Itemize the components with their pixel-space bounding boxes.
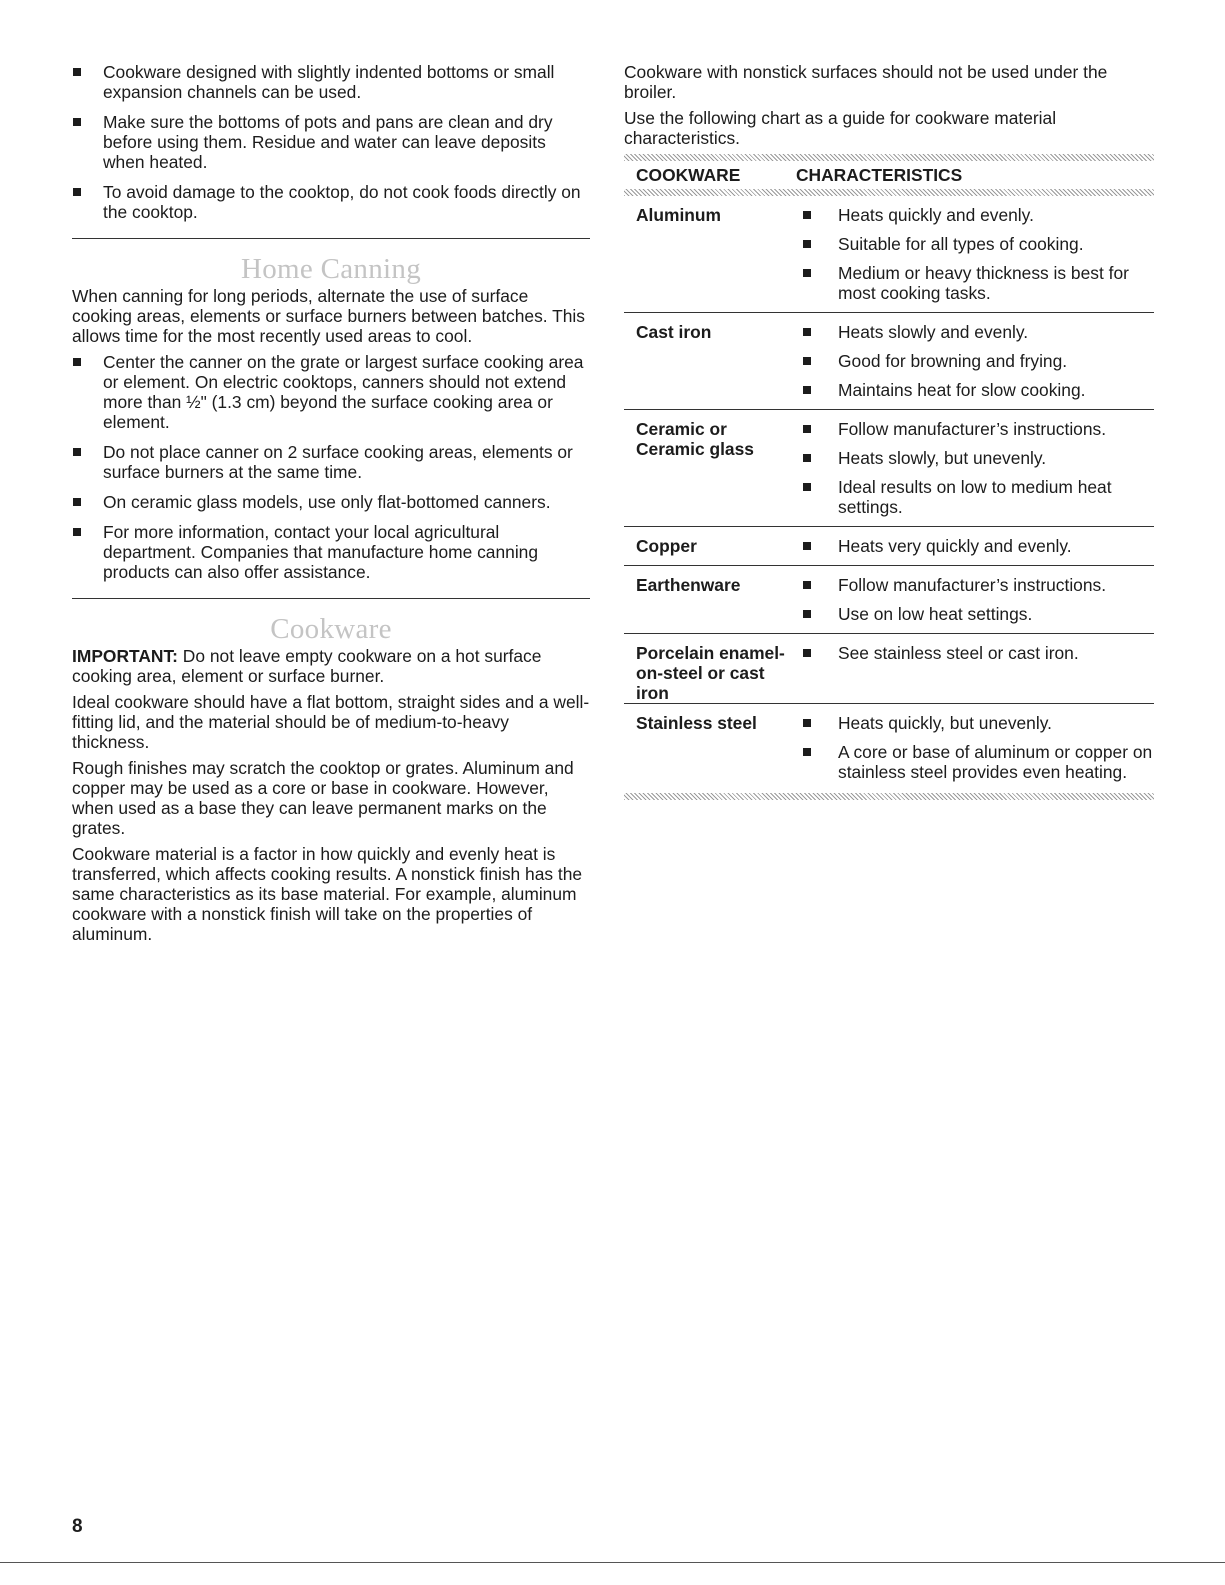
list-item: Heats quickly and evenly. <box>796 205 1154 225</box>
characteristics-cell <box>796 313 1154 410</box>
important-label: IMPORTANT: <box>72 646 178 666</box>
table-row <box>624 527 1154 566</box>
material-cell: Porcelain enamel-on-steel or cast iron <box>624 634 796 704</box>
list-item: Medium or heavy thickness is best for most cooking tasks. <box>796 263 1154 303</box>
square-bullet-icon <box>803 454 811 462</box>
home-canning-heading: Home Canning <box>241 253 421 285</box>
page-number: 8 <box>72 1516 83 1537</box>
cookware-table <box>624 161 1154 791</box>
material-cell: Earthenware <box>624 566 796 634</box>
characteristics-column-header: CHARACTERISTICS <box>796 165 963 185</box>
characteristics-cell <box>796 566 1154 634</box>
square-bullet-icon <box>803 386 811 394</box>
material-cell: Stainless steel <box>636 713 757 733</box>
table-top-hatch <box>624 154 1154 161</box>
important-text: Do not leave empty cookware on a hot surface cooking area, element or surface burner. <box>72 646 542 686</box>
list-item: See stainless steel or cast iron. <box>796 643 1154 663</box>
list-item: Good for browning and frying. <box>796 351 1154 371</box>
cookware-heading: Cookware <box>270 613 392 645</box>
table-row <box>624 410 1154 527</box>
square-bullet-icon <box>73 448 81 456</box>
cookware-column-header: COOKWARE <box>636 165 741 185</box>
characteristics-list <box>796 713 1154 782</box>
material-cell: Copper <box>624 527 796 566</box>
cookware-paragraph: Ideal cookware should have a flat bottom, straight sides and a well-fitting lid, and the material should be of medium-to-heavy thickness. <box>72 692 590 752</box>
list-item: Heats slowly and evenly. <box>796 322 1154 342</box>
square-bullet-icon <box>73 358 81 366</box>
home-canning-list <box>72 352 590 582</box>
square-bullet-icon <box>803 610 811 618</box>
square-bullet-icon <box>803 240 811 248</box>
list-item: Heats slowly, but unevenly. <box>796 448 1154 468</box>
table-row <box>624 566 1154 634</box>
important-note <box>72 646 590 686</box>
table-body <box>624 196 1154 791</box>
square-bullet-icon <box>73 68 81 76</box>
square-bullet-icon <box>803 542 811 550</box>
table-row <box>624 634 1154 704</box>
list-item: Follow manufacturer’s instructions. <box>796 419 1154 439</box>
characteristics-list <box>796 205 1154 303</box>
material-cell: Aluminum <box>624 196 796 313</box>
table-row <box>624 196 1154 313</box>
characteristics-cell <box>796 410 1154 527</box>
list-item: Use on low heat settings. <box>796 604 1154 624</box>
cookware-paragraph: Cookware material is a factor in how quickly and evenly heat is transferred, which affects cooking results. A nonstick finish has the same characteristics as its base material. For example, aluminum cookware with a nonstick finish will take on the properties of aluminum. <box>72 844 583 944</box>
page-bottom-rule <box>0 1562 1225 1563</box>
left-column <box>72 62 590 950</box>
characteristics-cell <box>796 196 1154 313</box>
square-bullet-icon <box>803 357 811 365</box>
material-cell: Cast iron <box>624 313 796 410</box>
section-divider <box>72 238 590 239</box>
square-bullet-icon <box>803 581 811 589</box>
characteristics-list <box>796 322 1154 400</box>
square-bullet-icon <box>73 528 81 536</box>
list-item: Make sure the bottoms of pots and pans are clean and dry before using them. Residue and water can leave deposits when heated. <box>72 112 590 172</box>
square-bullet-icon <box>73 498 81 506</box>
nonstick-paragraph: Cookware with nonstick surfaces should not be used under the broiler. <box>624 62 1108 102</box>
list-item: Heats quickly, but unevenly. <box>796 713 1154 733</box>
list-item: Cookware designed with slightly indented bottoms or small expansion channels can be used. <box>72 62 590 102</box>
right-column <box>624 62 1154 800</box>
square-bullet-icon <box>73 188 81 196</box>
list-item: Ideal results on low to medium heat settings. <box>796 477 1154 517</box>
characteristics-list <box>796 536 1154 556</box>
list-item: A core or base of aluminum or copper on stainless steel provides even heating. <box>796 742 1154 782</box>
chart-intro-paragraph: Use the following chart as a guide for cookware material characteristics. <box>624 108 1057 148</box>
square-bullet-icon <box>803 425 811 433</box>
characteristics-list <box>796 575 1154 624</box>
characteristics-cell <box>796 634 1154 704</box>
cookware-paragraph: Rough finishes may scratch the cooktop or grates. Aluminum and copper may be used as a core or base in cookware. However, when used as a base they can leave permanent marks on the grates. <box>72 758 574 838</box>
material-cell: Ceramic or Ceramic glass <box>624 410 796 527</box>
list-item: To avoid damage to the cooktop, do not cook foods directly on the cooktop. <box>72 182 590 222</box>
square-bullet-icon <box>73 118 81 126</box>
list-item: Suitable for all types of cooking. <box>796 234 1154 254</box>
list-item: On ceramic glass models, use only flat-bottomed canners. <box>72 492 590 512</box>
table-row <box>624 313 1154 410</box>
list-item: Do not place canner on 2 surface cooking areas, elements or surface burners at the same time. <box>72 442 590 482</box>
characteristics-list <box>796 643 1154 663</box>
list-item: Maintains heat for slow cooking. <box>796 380 1154 400</box>
table-bottom-hatch <box>624 793 1154 800</box>
characteristics-cell <box>796 527 1154 566</box>
square-bullet-icon <box>803 719 811 727</box>
characteristics-cell <box>796 704 1154 792</box>
square-bullet-icon <box>803 269 811 277</box>
list-item: Heats very quickly and evenly. <box>796 536 1154 556</box>
list-item: For more information, contact your local agricultural department. Companies that manufacture home canning products can also offer assistance. <box>72 522 590 582</box>
home-canning-intro: When canning for long periods, alternate the use of surface cooking areas, elements or surface burners between batches. This allows time for the most recently used areas to cool. <box>72 286 585 346</box>
header-hatch <box>624 189 1154 196</box>
square-bullet-icon <box>803 211 811 219</box>
square-bullet-icon <box>803 748 811 756</box>
list-item: Center the canner on the grate or largest surface cooking area or element. On electric cooktops, canners should not extend more than ½" (1.3 cm) beyond the surface cooking area or element. <box>72 352 590 432</box>
table-header-row <box>624 161 1154 189</box>
list-item: Follow manufacturer’s instructions. <box>796 575 1154 595</box>
characteristics-list <box>796 419 1154 517</box>
square-bullet-icon <box>803 483 811 491</box>
table-row <box>624 704 1154 792</box>
intro-bullet-list <box>72 62 590 222</box>
square-bullet-icon <box>803 649 811 657</box>
square-bullet-icon <box>803 328 811 336</box>
section-divider <box>72 598 590 599</box>
